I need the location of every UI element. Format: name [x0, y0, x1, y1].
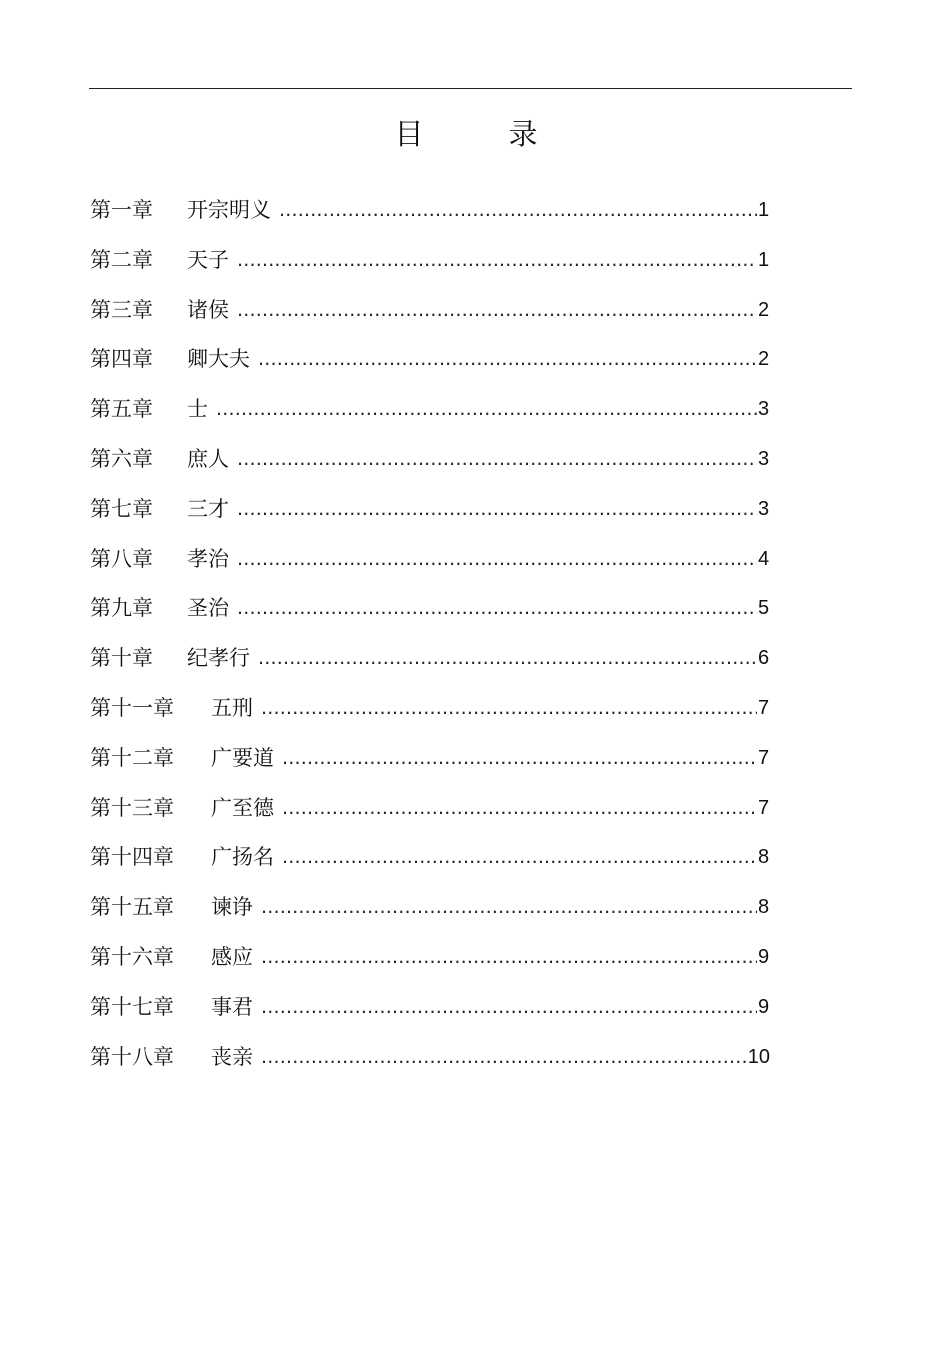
chapter-title: 天子	[187, 247, 229, 272]
chapter-title: 感应	[211, 944, 253, 969]
chapter-title: 士	[187, 397, 208, 422]
page-number: 9	[758, 945, 770, 968]
toc-title: 目 录	[394, 117, 566, 151]
chapter-number: 第十一章	[90, 695, 174, 720]
chapter-title: 孝治	[187, 546, 229, 571]
chapter-title: 开宗明义	[187, 198, 271, 222]
chapter-title: 诸侯	[187, 297, 229, 322]
page-number: 3	[758, 447, 770, 470]
page-number: 9	[758, 995, 770, 1018]
toc-entry-14[interactable]	[90, 842, 770, 892]
dot-leader	[237, 295, 757, 325]
chapter-number: 第五章	[90, 397, 153, 422]
page-number: 7	[758, 696, 770, 719]
chapter-number: 第九章	[90, 596, 153, 621]
chapter-number: 第十七章	[90, 994, 174, 1019]
dot-leader	[261, 1042, 747, 1072]
header-rule	[89, 88, 852, 89]
chapter-number: 第十五章	[90, 895, 174, 920]
page-number: 5	[758, 597, 770, 620]
chapter-number: 第十四章	[90, 845, 174, 870]
chapter-title: 谏诤	[211, 895, 253, 920]
dot-leader	[258, 643, 757, 673]
chapter-number: 第十八章	[90, 1044, 174, 1069]
page-number: 3	[758, 398, 770, 421]
chapter-title: 庶人	[187, 446, 229, 471]
page-number: 7	[758, 796, 770, 819]
toc-entry-17[interactable]	[90, 992, 770, 1042]
toc-entry-9[interactable]	[90, 593, 770, 643]
toc-entry-1[interactable]	[90, 195, 770, 245]
dot-leader	[279, 195, 757, 225]
chapter-title: 圣治	[187, 596, 229, 621]
page-number: 1	[758, 248, 770, 271]
toc-entry-3[interactable]	[90, 295, 770, 345]
page-number: 1	[758, 199, 770, 221]
page-number: 10	[747, 1045, 770, 1068]
toc-entry-18[interactable]	[90, 1042, 770, 1092]
page-number: 3	[758, 497, 770, 520]
chapter-number: 第十三章	[90, 795, 174, 820]
chapter-title: 广要道	[211, 745, 274, 770]
chapter-title: 五刑	[211, 695, 253, 720]
chapter-title: 事君	[211, 994, 253, 1019]
chapter-title: 三才	[187, 496, 229, 521]
toc-entry-16[interactable]	[90, 942, 770, 992]
page-number: 7	[758, 746, 770, 769]
chapter-title: 纪孝行	[187, 646, 250, 671]
page-number: 8	[758, 846, 770, 869]
chapter-number: 第七章	[90, 496, 153, 521]
chapter-title: 卿大夫	[187, 347, 250, 372]
chapter-number: 第十章	[90, 646, 153, 671]
toc-entry-7[interactable]	[90, 494, 770, 544]
toc-entry-8[interactable]	[90, 544, 770, 594]
chapter-number: 第一章	[90, 198, 153, 222]
page-number: 2	[758, 348, 770, 371]
dot-leader	[216, 394, 757, 424]
chapter-number: 第六章	[90, 446, 153, 471]
toc-entry-2[interactable]	[90, 245, 770, 295]
dot-leader	[237, 544, 757, 574]
dot-leader	[258, 344, 757, 374]
chapter-number: 第八章	[90, 546, 153, 571]
dot-leader	[282, 793, 757, 823]
page-number: 4	[758, 547, 770, 570]
page-number: 8	[758, 896, 770, 919]
dot-leader	[237, 444, 757, 474]
toc-entry-15[interactable]	[90, 892, 770, 942]
chapter-number: 第四章	[90, 347, 153, 372]
dot-leader	[261, 992, 757, 1022]
dot-leader	[237, 245, 757, 275]
dot-leader	[237, 593, 757, 623]
toc-entry-13[interactable]	[90, 793, 770, 843]
page-number: 2	[758, 298, 770, 321]
chapter-title: 丧亲	[211, 1044, 253, 1069]
toc-entry-11[interactable]	[90, 693, 770, 743]
dot-leader	[261, 693, 757, 723]
toc-entry-5[interactable]	[90, 394, 770, 444]
toc-entry-10[interactable]	[90, 643, 770, 693]
toc-entry-6[interactable]	[90, 444, 770, 494]
chapter-number: 第十六章	[90, 944, 174, 969]
dot-leader	[282, 743, 757, 773]
dot-leader	[237, 494, 757, 524]
chapter-number: 第三章	[90, 297, 153, 322]
page-number: 6	[758, 647, 770, 670]
chapter-number: 第十二章	[90, 745, 174, 770]
chapter-title: 广扬名	[211, 845, 274, 870]
table-of-contents	[90, 195, 770, 1091]
chapter-title: 广至德	[211, 795, 274, 820]
dot-leader	[261, 892, 757, 922]
dot-leader	[282, 842, 757, 872]
dot-leader	[261, 942, 757, 972]
toc-entry-4[interactable]	[90, 344, 770, 394]
chapter-number: 第二章	[90, 247, 153, 272]
toc-entry-12[interactable]	[90, 743, 770, 793]
